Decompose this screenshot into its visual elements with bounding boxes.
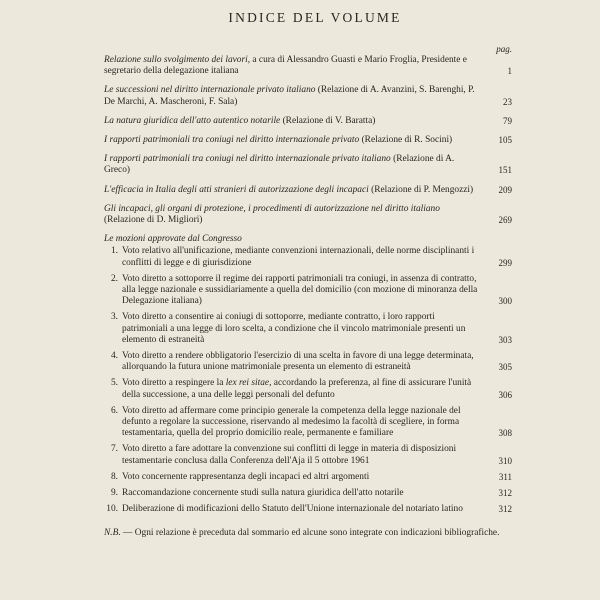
motions-list — [104, 246, 512, 515]
entry-page-number: 79 — [503, 115, 512, 126]
motion-page-number: 305 — [498, 362, 512, 373]
entry-authors: (Relazione di R. Socini) — [359, 135, 453, 146]
index-entry — [104, 135, 512, 146]
entry-page-number: 269 — [498, 215, 512, 226]
motion-page-number: 299 — [498, 257, 512, 268]
entry-authors: (Relazione di D. Migliori) — [104, 215, 203, 226]
index-entry — [104, 116, 512, 127]
motion-text-part: Voto diretto a respingere la — [122, 378, 226, 389]
footnote-nb: N.B. — [104, 527, 121, 538]
motion-text: Voto diretto a rendere obbligatorio l'esercizio di una scelta in favore di una legge determinata, allorquando la futura unione matrimoniale presenta un elemento di estraneità — [122, 351, 474, 373]
entry-title: Gli incapaci, gli organi di protezione, i procedimenti di autorizzazione nel diritto italiano — [104, 203, 440, 214]
entry-authors: (Relazione di A. Avanzini, S. Barenghi, P. De Marchi, A. Mascheroni, F. Sala) — [104, 85, 475, 107]
entry-page-number: 23 — [503, 96, 512, 107]
motion-item — [104, 406, 512, 440]
page-column-label: pag. — [496, 44, 512, 54]
index-entry — [104, 55, 512, 77]
footnote-text: — Ogni relazione è preceduta dal sommario ed alcune sono integrate con indicazioni bibliografiche. — [120, 527, 500, 538]
motion-page-number: 310 — [498, 455, 512, 466]
entry-page-number: 1 — [507, 66, 512, 77]
motion-text: Voto concernente rappresentanza degli incapaci ed altri argomenti — [122, 471, 370, 482]
entry-title: L'efficacia in Italia degli atti stranieri di autorizzazione degli incapaci — [104, 184, 369, 195]
motion-page-number: 312 — [498, 488, 512, 499]
motion-text: Voto relativo all'unificazione, mediante convenzioni internazionali, delle norme disciplinanti i conflitti di legge e di giurisdizione — [122, 246, 475, 268]
entry-authors: (Relazione di A. Greco) — [104, 154, 455, 176]
index-entry — [104, 204, 512, 226]
motion-text: Deliberazione di modificazioni dello Statuto dell'Unione internazionale del notariato latino — [122, 504, 463, 515]
entry-page-number: 151 — [498, 165, 512, 176]
motion-number: 4. — [110, 351, 118, 362]
motion-item — [104, 246, 512, 268]
motion-number: 7. — [110, 444, 118, 455]
motion-item — [104, 351, 512, 373]
motion-text-part: , accordando la preferenza, al fine di assicurare l'unità della successione, a una delle leggi personali del defunto — [122, 378, 472, 400]
motion-text: Voto diretto a sottoporre il regime dei rapporti patrimoniali tra coniugi, in assenza di contratto, alla legge nazionale e sussidiariamente a quella del domicilio (con mozione di minoranza della Delegazione italiana) — [122, 273, 478, 307]
entry-authors: (Relazione di P. Mengozzi) — [368, 184, 474, 195]
motion-number: 10. — [106, 504, 118, 515]
entry-authors: (Relazione di V. Baratta) — [280, 115, 376, 126]
motion-number: 9. — [110, 488, 118, 499]
motion-number: 1. — [110, 246, 118, 257]
entry-page-number: 209 — [498, 184, 512, 195]
motion-text: Voto diretto ad affermare come principio generale la competenza della legge nazionale del defunto a regolare la successione, riservando al medesimo la facoltà di scegliere, in forma testamentaria, quella del proprio domicilio reale, permanente e familiare — [122, 405, 461, 439]
motion-text: Raccomandazione concernente studi sulla natura giuridica dell'atto notarile — [122, 488, 404, 499]
motion-text: Voto diretto a fare adottare la convenzione sui conflitti di legge in materia di disposizioni testamentarie conclusa dalla Conferenza dell'Aja il 5 ottobre 1961 — [122, 444, 457, 466]
index-entry — [104, 185, 512, 196]
motions-heading: Le mozioni approvate dal Congresso — [104, 234, 242, 245]
motion-text: Voto diretto a consentire ai coniugi di sottoporre, mediante contratto, i loro rapporti patrimoniali a una legge di loro scelta, a condizione che il vincolo matrimoniale presenti un elemento di estraneità — [122, 312, 466, 345]
motion-item — [104, 274, 512, 308]
motion-item — [104, 378, 512, 400]
entry-title: Le successioni nel diritto internazionale privato italiano — [104, 85, 316, 96]
report-entries — [104, 55, 512, 226]
motion-number: 2. — [110, 273, 118, 284]
motion-page-number: 308 — [498, 428, 512, 439]
motion-item — [104, 472, 512, 483]
motion-number: 3. — [110, 312, 118, 323]
entry-title: I rapporti patrimoniali tra coniugi nel diritto internazionale privato — [104, 135, 360, 146]
entry-title: La natura giuridica dell'atto autentico notarile — [104, 115, 281, 126]
motion-page-number: 306 — [498, 389, 512, 400]
motion-page-number: 300 — [498, 296, 512, 307]
motion-text-part: lex rei sitae — [225, 378, 270, 389]
motion-item — [104, 444, 512, 466]
index-entry — [104, 154, 512, 176]
motion-number: 8. — [110, 471, 118, 482]
entry-authors: a cura di Alessandro Guasti e Mario Froglia, Presidente e segretario della delegazione italiana — [104, 55, 467, 77]
entry-page-number: 105 — [498, 135, 512, 146]
motion-number: 6. — [110, 405, 118, 416]
entry-title: Relazione sullo svolgimento dei lavori, — [104, 55, 251, 65]
motion-item — [104, 312, 512, 346]
index-entry — [104, 85, 512, 107]
footnote — [104, 528, 512, 539]
motion-page-number: 311 — [498, 471, 512, 482]
motion-item — [104, 488, 512, 499]
motion-item — [104, 504, 512, 515]
motion-page-number: 303 — [498, 334, 512, 345]
page-title: INDICE DEL VOLUME — [228, 10, 402, 25]
motion-number: 5. — [110, 378, 118, 389]
entry-title: I rapporti patrimoniali tra coniugi nel diritto internazionale privato italiano — [104, 154, 391, 165]
motion-page-number: 312 — [498, 504, 512, 515]
